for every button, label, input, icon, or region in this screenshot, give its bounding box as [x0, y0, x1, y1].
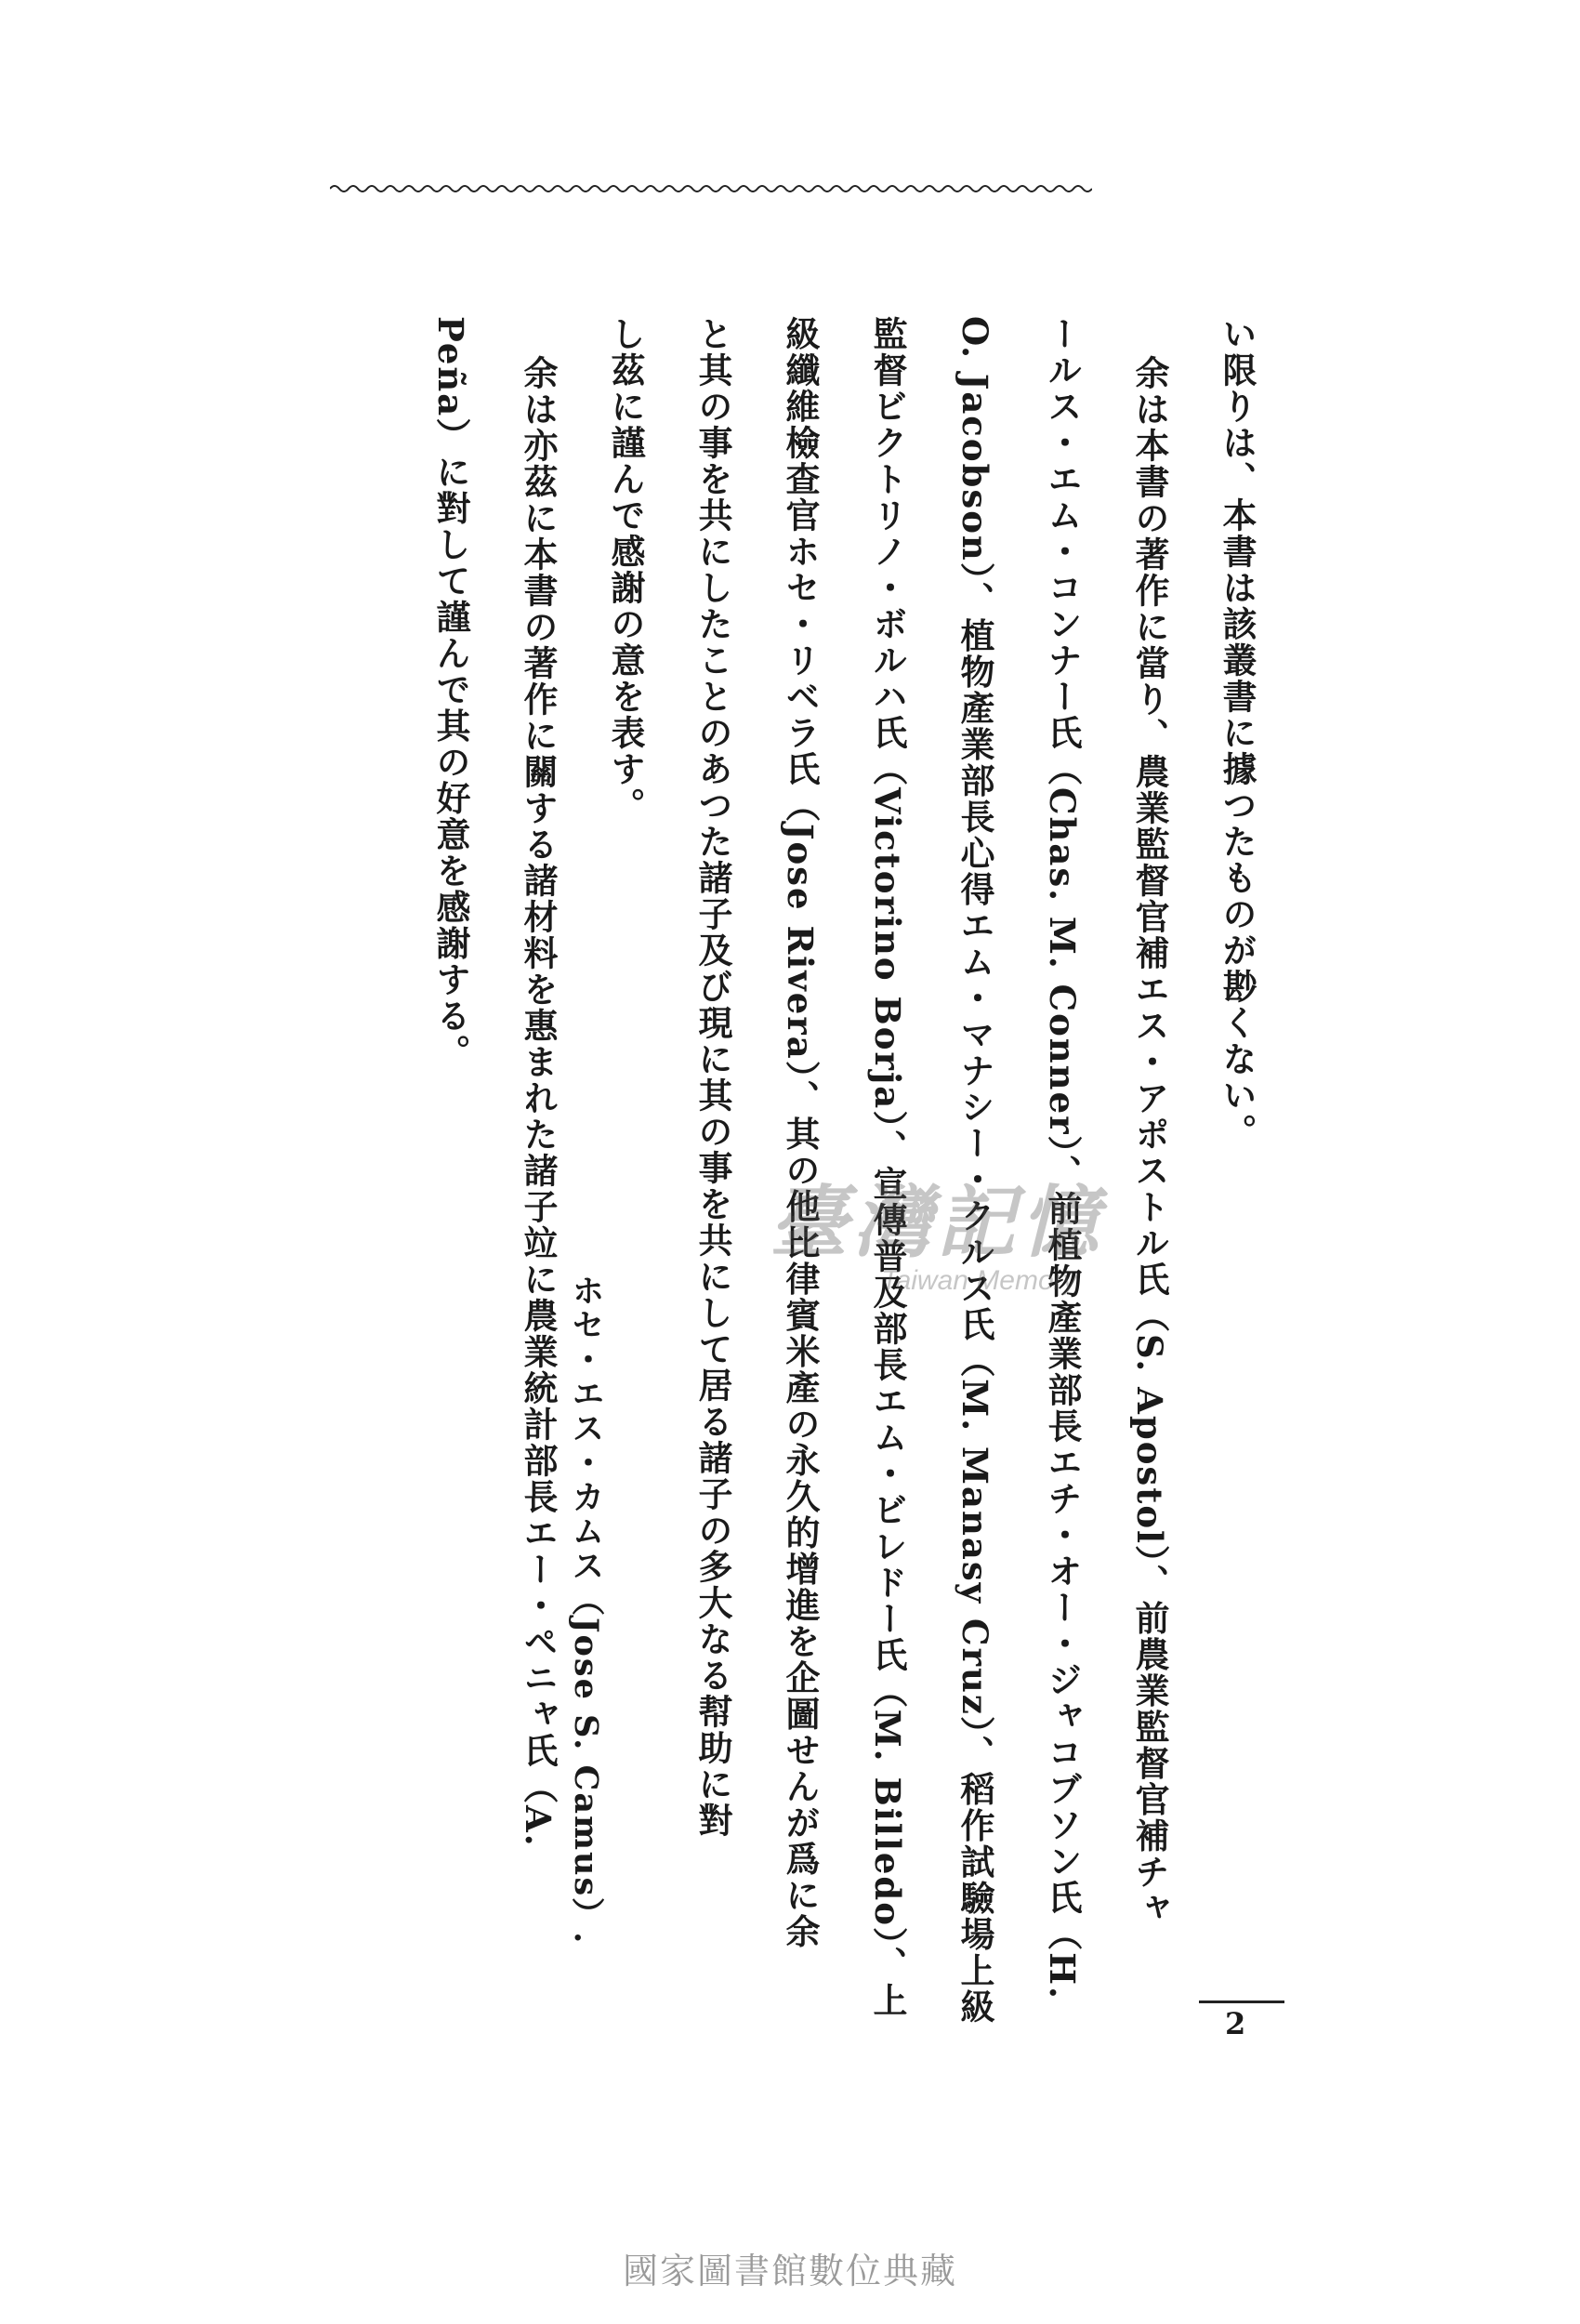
archive-footer: 國家圖書館數位典藏 — [622, 2251, 957, 2291]
page-number: 2 — [1225, 2006, 1246, 2041]
body-line: Peña）に對して謹んで其の好意を感謝する。 — [430, 316, 471, 1071]
wavy-top-rule — [330, 182, 1092, 195]
watermark-english: Taiwan Memory — [881, 1265, 1077, 1296]
body-line: い限りは、本書は該叢書に據つたものが尠くない。 — [1217, 316, 1257, 1150]
body-line: 余は亦茲に本書の著作に關する諸材料を惠まれた諸子竝に農業統計部長エー・ペニャ氏（A. — [518, 355, 559, 1848]
body-line: 級纖維檢查官ホセ・リベラ氏（Jose Rivera）、其の他比律賓米產の永久的增進を企圖せんが爲に余 — [780, 316, 821, 1950]
body-line: O. Jacobson）、植物產業部長心得エム・マナシー・クルス氏（M. Manasy Cruz）、稻作試驗場上級 — [955, 316, 995, 2026]
body-line: 余は本書の著作に當り、農業監督官補エス・アポストル氏（S. Apostol）、前農業監督官補チャ — [1129, 355, 1170, 1927]
author-signature: ホセ・エス・カムス（Jose S. Camus）. — [567, 1274, 605, 1946]
body-line: と其の事を共にしたことのあつた諸子及び現に其の事を共にして居る諸子の多大なる幇助に對 — [692, 316, 733, 1839]
body-text — [407, 316, 1281, 2026]
page-number-rule — [1199, 2000, 1284, 2003]
body-line: し茲に謹んで感謝の意を表す。 — [605, 316, 646, 824]
watermark-chinese: 臺灣記憶 — [770, 1177, 1105, 1268]
body-line: ールス・エム・コンナー氏（Chas. M. Conner）、前植物產業部長エチ・オー・ジャコブソン氏（H. — [1042, 316, 1083, 2000]
body-line: 監督ビクトリノ・ボルハ氏（Victorino Borja）、宣傳普及部長エム・ビレドー氏（M. Billedo）、上 — [867, 316, 908, 2019]
